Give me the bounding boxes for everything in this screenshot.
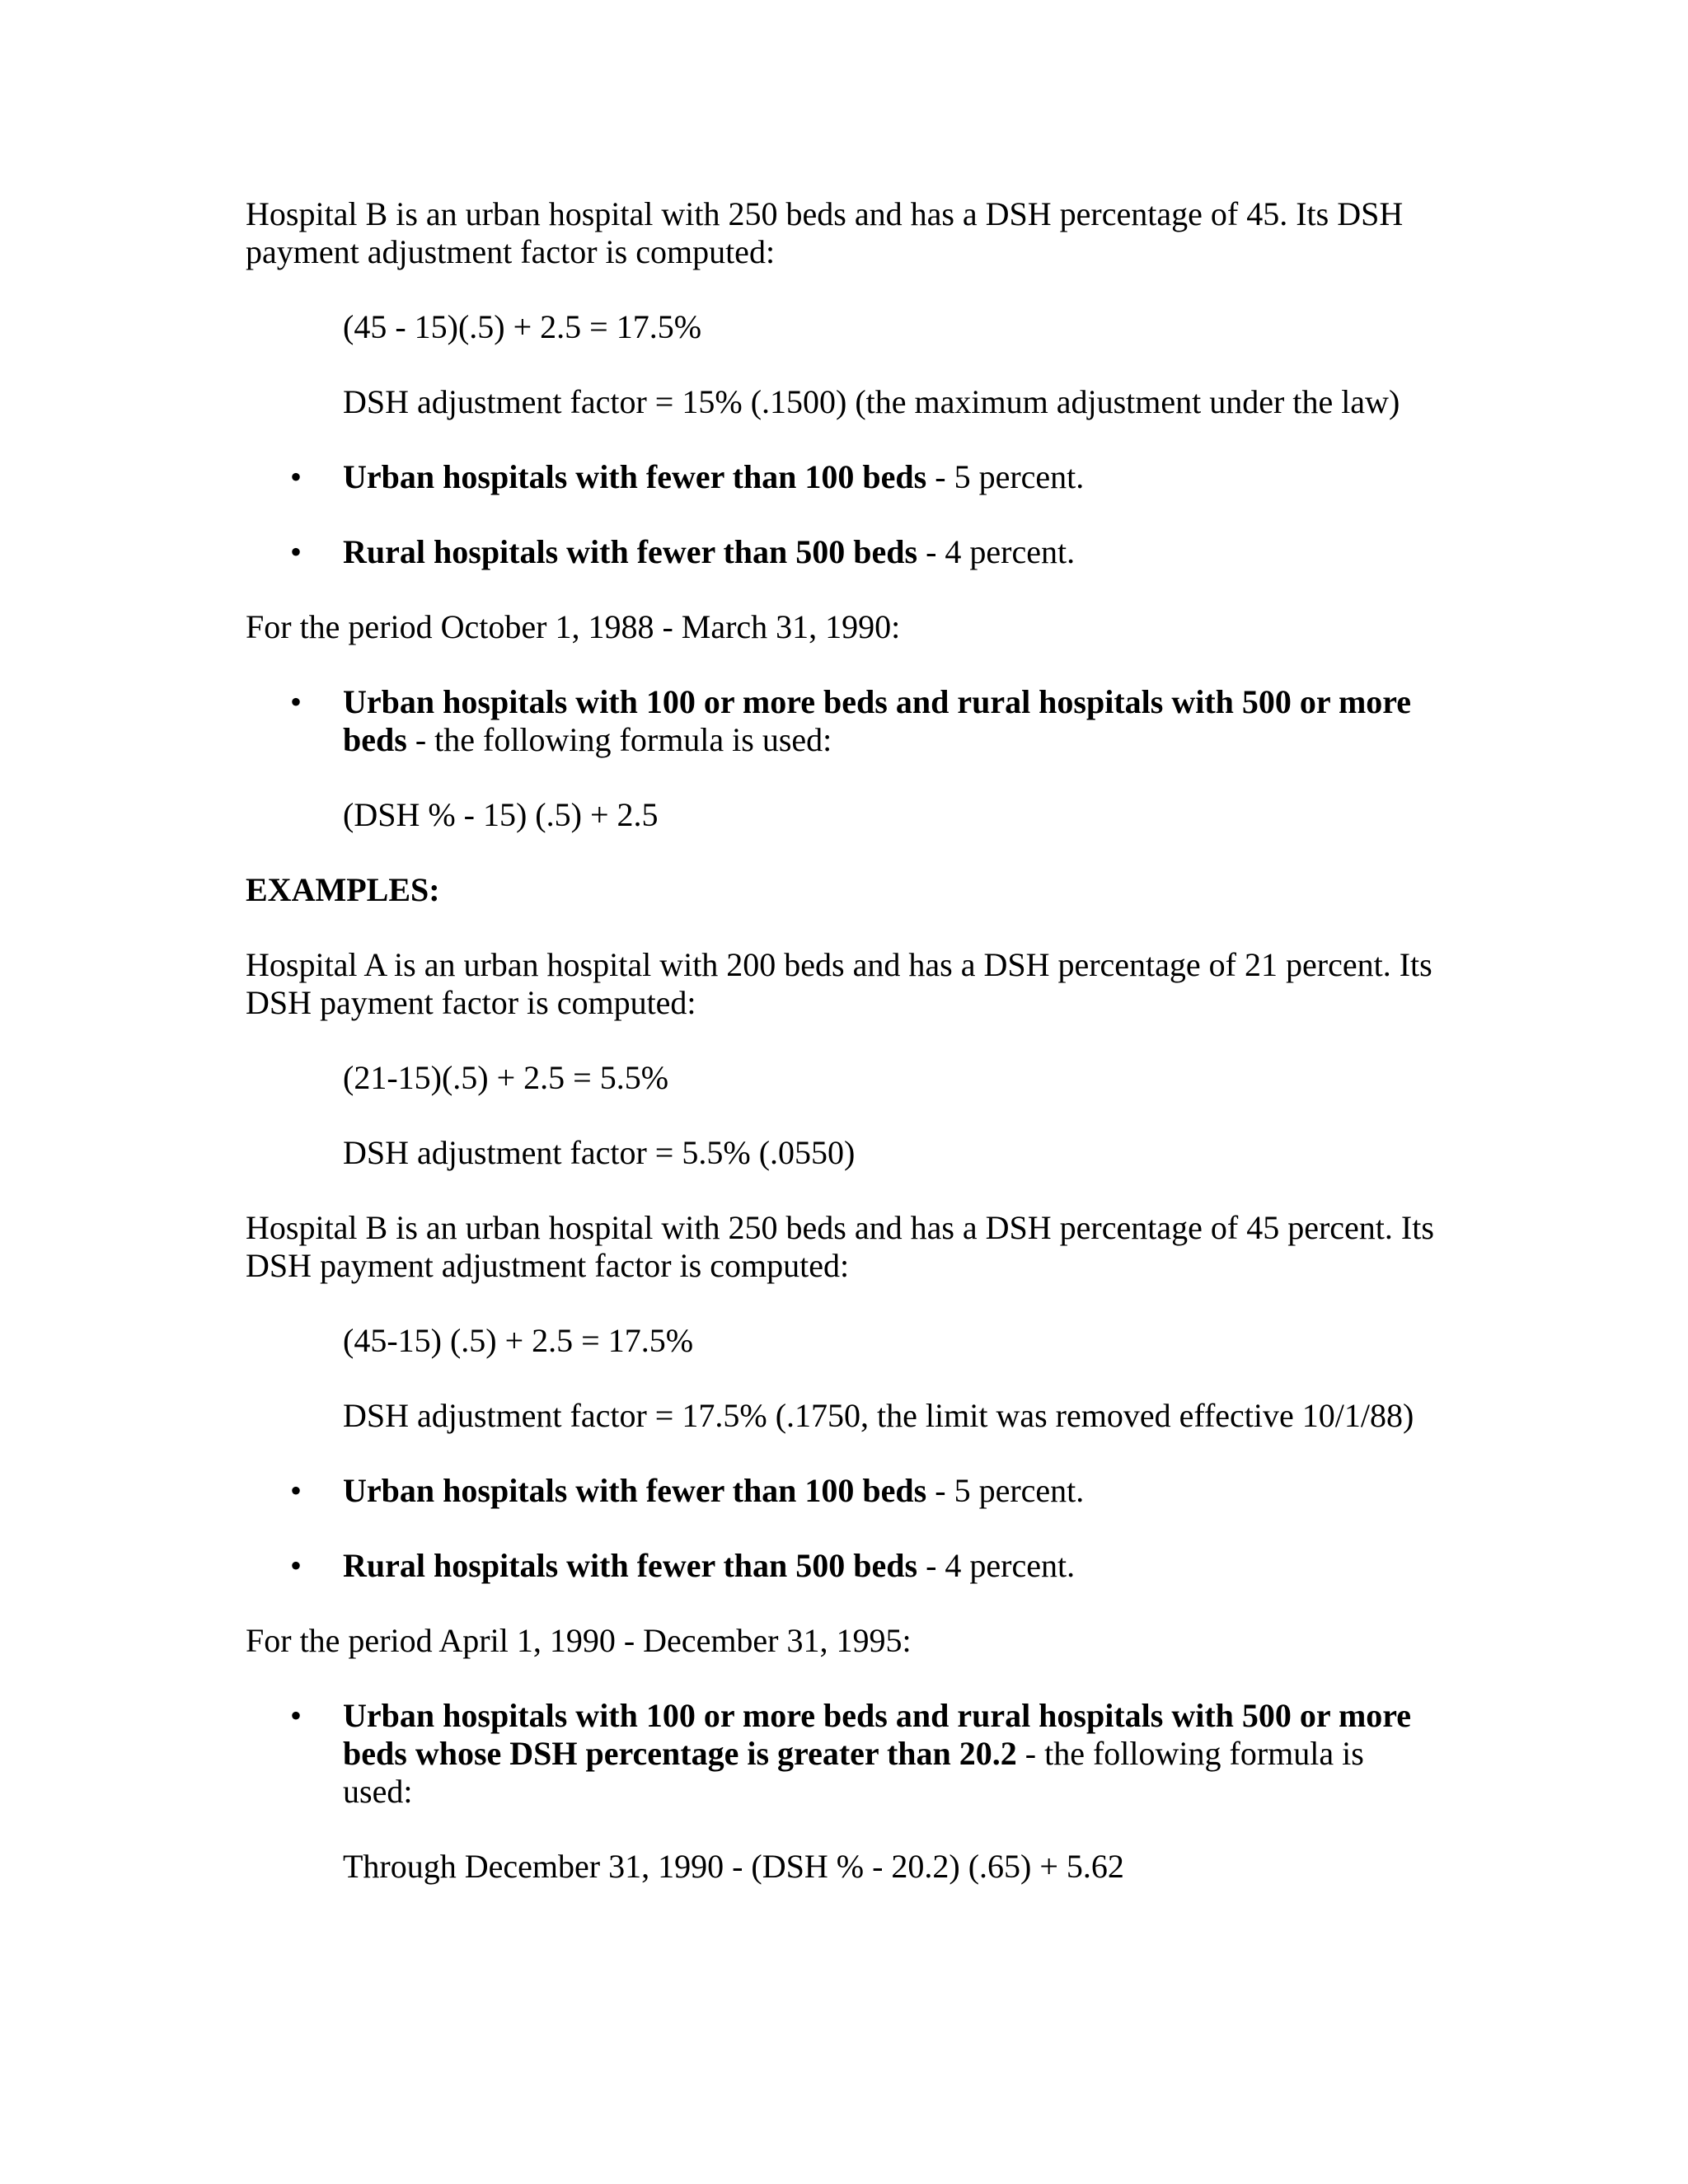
bullet-bold-text: Urban hospitals with fewer than 100 beds <box>343 458 927 495</box>
bullet-rest-text: - 5 percent. <box>926 458 1085 495</box>
bullet-icon: • <box>290 1697 302 1734</box>
paragraph-hospital-b-line-2: payment adjustment factor is computed: <box>246 233 776 270</box>
bullet-urban-100-rural-500-line-2 <box>343 721 832 759</box>
formula-45-15: (45 - 15)(.5) + 2.5 = 17.5% <box>343 308 702 345</box>
formula-45-15-second: (45-15) (.5) + 2.5 = 17.5% <box>343 1322 694 1359</box>
bullet-rest-text: - 5 percent. <box>926 1472 1085 1509</box>
bullet-icon: • <box>290 458 302 495</box>
bullet-rest-text: - 4 percent. <box>917 533 1076 570</box>
paragraph-hospital-b-line-1: Hospital B is an urban hospital with 250 beds and has a DSH percentage of 45. Its DSH <box>246 195 1404 232</box>
bullet-icon: • <box>290 683 302 720</box>
bullet-urban-100-rural-500-line-1 <box>343 683 1411 721</box>
bullet-bold-text: Urban hospitals with 100 or more beds and rural hospitals with 500 or more <box>343 1697 1412 1734</box>
bullet-icon: • <box>290 1547 302 1584</box>
examples-heading-text: EXAMPLES: <box>246 871 440 908</box>
example-hospital-a-line-1: Hospital A is an urban hospital with 200 beds and has a DSH percentage of 21 percent. Its <box>246 946 1432 983</box>
bullet-dsh-greater-20-2-line-2 <box>343 1735 1364 1773</box>
bullet-bold-text: Rural hospitals with fewer than 500 beds <box>343 1547 918 1584</box>
bullet-bold-text: beds whose DSH percentage is greater than 20.2 <box>343 1735 1017 1772</box>
example-hospital-a-line-2: DSH payment factor is computed: <box>246 984 696 1021</box>
dsh-adjustment-factor-5-5: DSH adjustment factor = 5.5% (.0550) <box>343 1134 856 1171</box>
dsh-adjustment-factor-17-5: DSH adjustment factor = 17.5% (.1750, the limit was removed effective 10/1/88) <box>343 1397 1414 1434</box>
bullet-bold-text: Urban hospitals with fewer than 100 beds <box>343 1472 927 1509</box>
bullet-bold-text: Rural hospitals with fewer than 500 beds <box>343 533 918 570</box>
bullet-rural-fewer-500-second <box>343 1547 1075 1585</box>
bullet-rest-text: - the following formula is used: <box>406 721 832 758</box>
bullet-icon: • <box>290 1472 302 1509</box>
bullet-rest-text: - the following formula is <box>1016 1735 1364 1772</box>
dsh-adjustment-factor-15: DSH adjustment factor = 15% (.1500) (the maximum adjustment under the law) <box>343 383 1400 420</box>
bullet-urban-fewer-100-second <box>343 1472 1084 1510</box>
formula-dsh-minus-15: (DSH % - 15) (.5) + 2.5 <box>343 796 659 833</box>
bullet-rural-fewer-500 <box>343 533 1075 571</box>
examples-heading <box>246 871 440 909</box>
example-hospital-b-line-2: DSH payment adjustment factor is computed: <box>246 1247 850 1284</box>
example-hospital-b-line-1: Hospital B is an urban hospital with 250 beds and has a DSH percentage of 45 percent. Its <box>246 1209 1434 1246</box>
bullet-urban-fewer-100 <box>343 458 1084 496</box>
formula-21-15: (21-15)(.5) + 2.5 = 5.5% <box>343 1059 669 1096</box>
bullet-bold-text: beds <box>343 721 407 758</box>
bullet-bold-text: Urban hospitals with 100 or more beds and rural hospitals with 500 or more <box>343 683 1412 720</box>
bullet-dsh-greater-20-2-line-1 <box>343 1697 1411 1735</box>
formula-through-dec-1990: Through December 31, 1990 - (DSH % - 20.2) (.65) + 5.62 <box>343 1848 1124 1885</box>
bullet-dsh-greater-20-2-line-3: used: <box>343 1773 413 1810</box>
period-apr-1990-dec-1995: For the period April 1, 1990 - December 31, 1995: <box>246 1622 912 1659</box>
bullet-rest-text: - 4 percent. <box>917 1547 1076 1584</box>
period-oct-1988-mar-1990: For the period October 1, 1988 - March 31, 1990: <box>246 608 901 645</box>
bullet-icon: • <box>290 533 302 570</box>
